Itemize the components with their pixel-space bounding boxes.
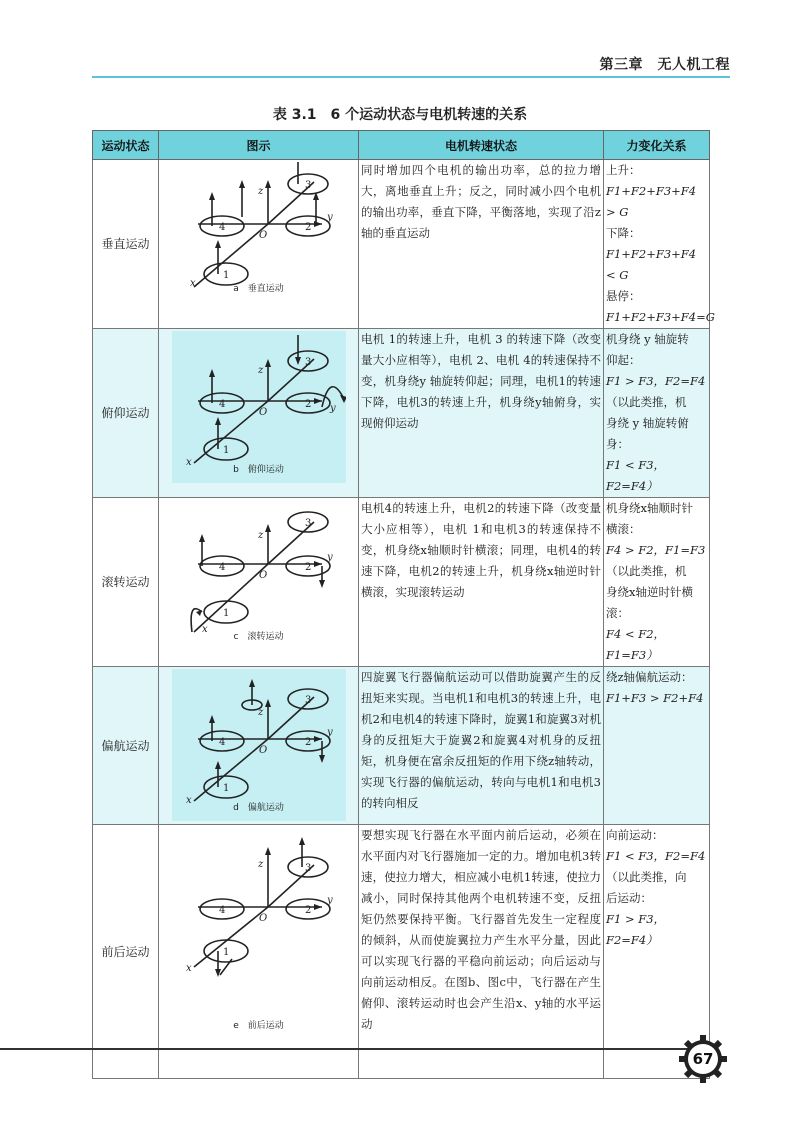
row-diagram bbox=[159, 825, 359, 1079]
z-axis-label: z bbox=[257, 186, 263, 197]
footer-rule bbox=[0, 1048, 690, 1050]
rotor-3-label: 3 bbox=[304, 863, 311, 874]
row-state: 垂直运动 bbox=[93, 160, 159, 329]
diagram-figure bbox=[172, 669, 346, 821]
rotor-1-label: 1 bbox=[222, 947, 229, 958]
rotor-2-label: 2 bbox=[304, 905, 311, 916]
force-line: （以此类推，向 bbox=[606, 870, 687, 884]
row-diagram bbox=[159, 498, 359, 667]
diagram-figure bbox=[172, 162, 346, 302]
z-axis-label: z bbox=[257, 859, 263, 870]
force-line: 绕z轴偏航运动： bbox=[606, 670, 693, 684]
force-line: F1 > F3，F2=F4 bbox=[606, 374, 706, 388]
force-line: F1 < F3，F2=F4） bbox=[606, 458, 666, 493]
x-axis-label: x bbox=[201, 624, 208, 635]
table-title: 表 3.1 6 个运动状态与电机转速的关系 bbox=[272, 107, 528, 123]
col-header-diagram: 图示 bbox=[159, 131, 359, 160]
rotor-3-label: 3 bbox=[304, 695, 311, 706]
table-header-row bbox=[93, 131, 710, 160]
force-line: 机身绕 y 轴旋转 bbox=[606, 332, 689, 346]
force-line: 上升： bbox=[606, 163, 641, 177]
table-row bbox=[93, 498, 710, 667]
page-number: 67 bbox=[692, 1050, 714, 1068]
row-motor-description: 电机4的转速上升，电机2的转速下降（改变量大小应相等），电机 1和电机3的转速保持不变，机身绕x轴顺时针横滚；同理，电机4的转速下降，电机2的转速上升，机身绕x轴逆时针横滚，实现滚转运动 bbox=[359, 498, 604, 667]
force-line: F1+F3 > F2+F4 bbox=[606, 691, 704, 705]
row-motor-description: 要想实现飞行器在水平面内前后运动，必须在水平面内对飞行器施加一定的力。增加电机3转速，使拉力增大，相应减小电机1转速，使拉力减小，同时保持其他两个电机转速不变，反扭矩仍然要保持平衡。飞行器首先发生一定程度的倾斜，从而使旋翼拉力产生水平分量，因此可以实现飞行器的平稳向前运动；向后运动与向前运动相反。在图b、图c中，飞行器在产生俯仰、滚转运动时也会产生沿x、y轴的水平运动 bbox=[359, 825, 604, 1079]
z-axis-label: z bbox=[257, 530, 263, 541]
table-row bbox=[93, 667, 710, 825]
row-state: 滚转运动 bbox=[93, 498, 159, 667]
force-line: F1+F2+F3+F4=G bbox=[606, 310, 715, 324]
rotor-1-label: 1 bbox=[222, 445, 229, 456]
row-force-relation bbox=[604, 667, 710, 825]
force-line: F4 > F2，F1=F3 bbox=[606, 543, 706, 557]
col-header-motor: 电机转速状态 bbox=[359, 131, 604, 160]
rotor-4-label: 4 bbox=[218, 399, 225, 410]
force-line: 悬停： bbox=[606, 289, 641, 303]
rotor-4-label: 4 bbox=[218, 737, 225, 748]
origin-label: O bbox=[258, 407, 267, 418]
origin-label: O bbox=[258, 913, 267, 924]
force-line: F4 < F2，F1=F3） bbox=[606, 627, 666, 662]
table-row bbox=[93, 160, 710, 329]
rotor-3-label: 3 bbox=[304, 180, 311, 191]
diagram-caption: c 滚转运动 bbox=[233, 632, 284, 642]
force-line: F1+F2+F3+F4 < G bbox=[606, 247, 697, 282]
rotor-4-label: 4 bbox=[218, 905, 225, 916]
quadrotor-diagram bbox=[172, 669, 346, 809]
x-axis-label: x bbox=[185, 457, 192, 468]
diagram-figure bbox=[172, 500, 346, 650]
y-axis-label: y bbox=[329, 403, 336, 414]
origin-label: O bbox=[258, 570, 267, 581]
quadrotor-diagram bbox=[172, 331, 346, 471]
col-header-force: 力变化关系 bbox=[604, 131, 710, 160]
force-line: F1 < F3，F2=F4 bbox=[606, 849, 706, 863]
quadrotor-diagram bbox=[172, 827, 346, 977]
row-state: 偏航运动 bbox=[93, 667, 159, 825]
z-axis-label: z bbox=[257, 707, 263, 718]
origin-label: O bbox=[258, 745, 267, 756]
x-axis-label: x bbox=[189, 278, 196, 289]
row-diagram bbox=[159, 329, 359, 498]
rotor-2-label: 2 bbox=[304, 399, 311, 410]
diagram-figure bbox=[172, 331, 346, 483]
force-line: 滚： bbox=[606, 606, 629, 620]
y-axis-label: y bbox=[326, 212, 333, 223]
force-line: 身绕 y 轴旋转俯 bbox=[606, 416, 689, 430]
force-line: 横滚： bbox=[606, 522, 641, 536]
quadrotor-diagram bbox=[172, 500, 346, 636]
force-line: 身： bbox=[606, 437, 629, 451]
diagram-caption: d 偏航运动 bbox=[233, 803, 284, 813]
force-line: 向前运动： bbox=[606, 828, 664, 842]
table-row bbox=[93, 329, 710, 498]
x-axis-label: x bbox=[185, 795, 192, 806]
rotor-2-label: 2 bbox=[304, 562, 311, 573]
rotor-3-label: 3 bbox=[304, 357, 311, 368]
motion-table bbox=[92, 130, 715, 1079]
table-row bbox=[93, 825, 710, 1079]
z-axis-label: z bbox=[257, 365, 263, 376]
force-line: F1+F2+F3+F4 > G bbox=[606, 184, 697, 219]
row-force-relation bbox=[604, 498, 710, 667]
row-force-relation bbox=[604, 329, 710, 498]
row-motor-description: 同时增加四个电机的输出功率，总的拉力增大，离地垂直上升；反之，同时减小四个电机的输出功率，垂直下降，平衡落地，实现了沿z轴的垂直运动 bbox=[359, 160, 604, 329]
force-line: 后运动： bbox=[606, 891, 652, 905]
rotor-1-label: 1 bbox=[222, 783, 229, 794]
rotor-4-label: 4 bbox=[218, 222, 225, 233]
y-axis-label: y bbox=[326, 727, 333, 738]
force-line: 身绕x轴逆时针横 bbox=[606, 585, 693, 599]
row-motor-description: 四旋翼飞行器偏航运动可以借助旋翼产生的反扭矩来实现。当电机1和电机3的转速上升，电机2和电机4的转速下降时，旋翼1和旋翼3对机身的反扭矩大于旋翼2和旋翼4对机身的反扭矩，机身便在富余反扭矩的作用下绕z轴转动，实现飞行器的偏航运动，转向与电机1和电机3的转向相反 bbox=[359, 667, 604, 825]
diagram-figure bbox=[172, 827, 346, 1039]
rotor-2-label: 2 bbox=[304, 222, 311, 233]
row-state: 前后运动 bbox=[93, 825, 159, 1079]
force-line: 仰起： bbox=[606, 353, 641, 367]
x-axis-label: x bbox=[185, 963, 192, 974]
row-state: 俯仰运动 bbox=[93, 329, 159, 498]
rotor-1-label: 1 bbox=[222, 270, 229, 281]
row-diagram bbox=[159, 667, 359, 825]
row-force-relation bbox=[604, 160, 715, 329]
chapter-header: 第三章 无人机工程 bbox=[599, 57, 730, 73]
row-diagram bbox=[159, 160, 359, 329]
rotor-4-label: 4 bbox=[218, 562, 225, 573]
rotor-2-label: 2 bbox=[304, 737, 311, 748]
force-line: （以此类推，机 bbox=[606, 395, 687, 409]
y-axis-label: y bbox=[326, 552, 333, 563]
force-line: 下降： bbox=[606, 226, 641, 240]
rotor-3-label: 3 bbox=[304, 518, 311, 529]
rotor-1-label: 1 bbox=[222, 608, 229, 619]
force-line: F1 > F3，F2=F4） bbox=[606, 912, 666, 947]
row-motor-description: 电机 1的转速上升，电机 3 的转速下降（改变量大小应相等），电机 2、电机 4的转速保持不变，机身绕y 轴旋转仰起；同理，电机1的转速下降，电机3的转速上升，机身绕y轴俯身，实现俯仰运动 bbox=[359, 329, 604, 498]
diagram-caption: e 前后运动 bbox=[233, 1021, 284, 1031]
force-line: （以此类推，机 bbox=[606, 564, 687, 578]
quadrotor-diagram bbox=[172, 162, 346, 292]
force-line: 机身绕x轴顺时针 bbox=[606, 501, 693, 515]
origin-label: O bbox=[258, 230, 267, 241]
y-axis-label: y bbox=[326, 895, 333, 906]
diagram-caption: b 俯仰运动 bbox=[233, 465, 284, 475]
diagram-caption: a 垂直运动 bbox=[233, 284, 284, 294]
header-rule bbox=[92, 76, 730, 78]
col-header-state: 运动状态 bbox=[93, 131, 159, 160]
